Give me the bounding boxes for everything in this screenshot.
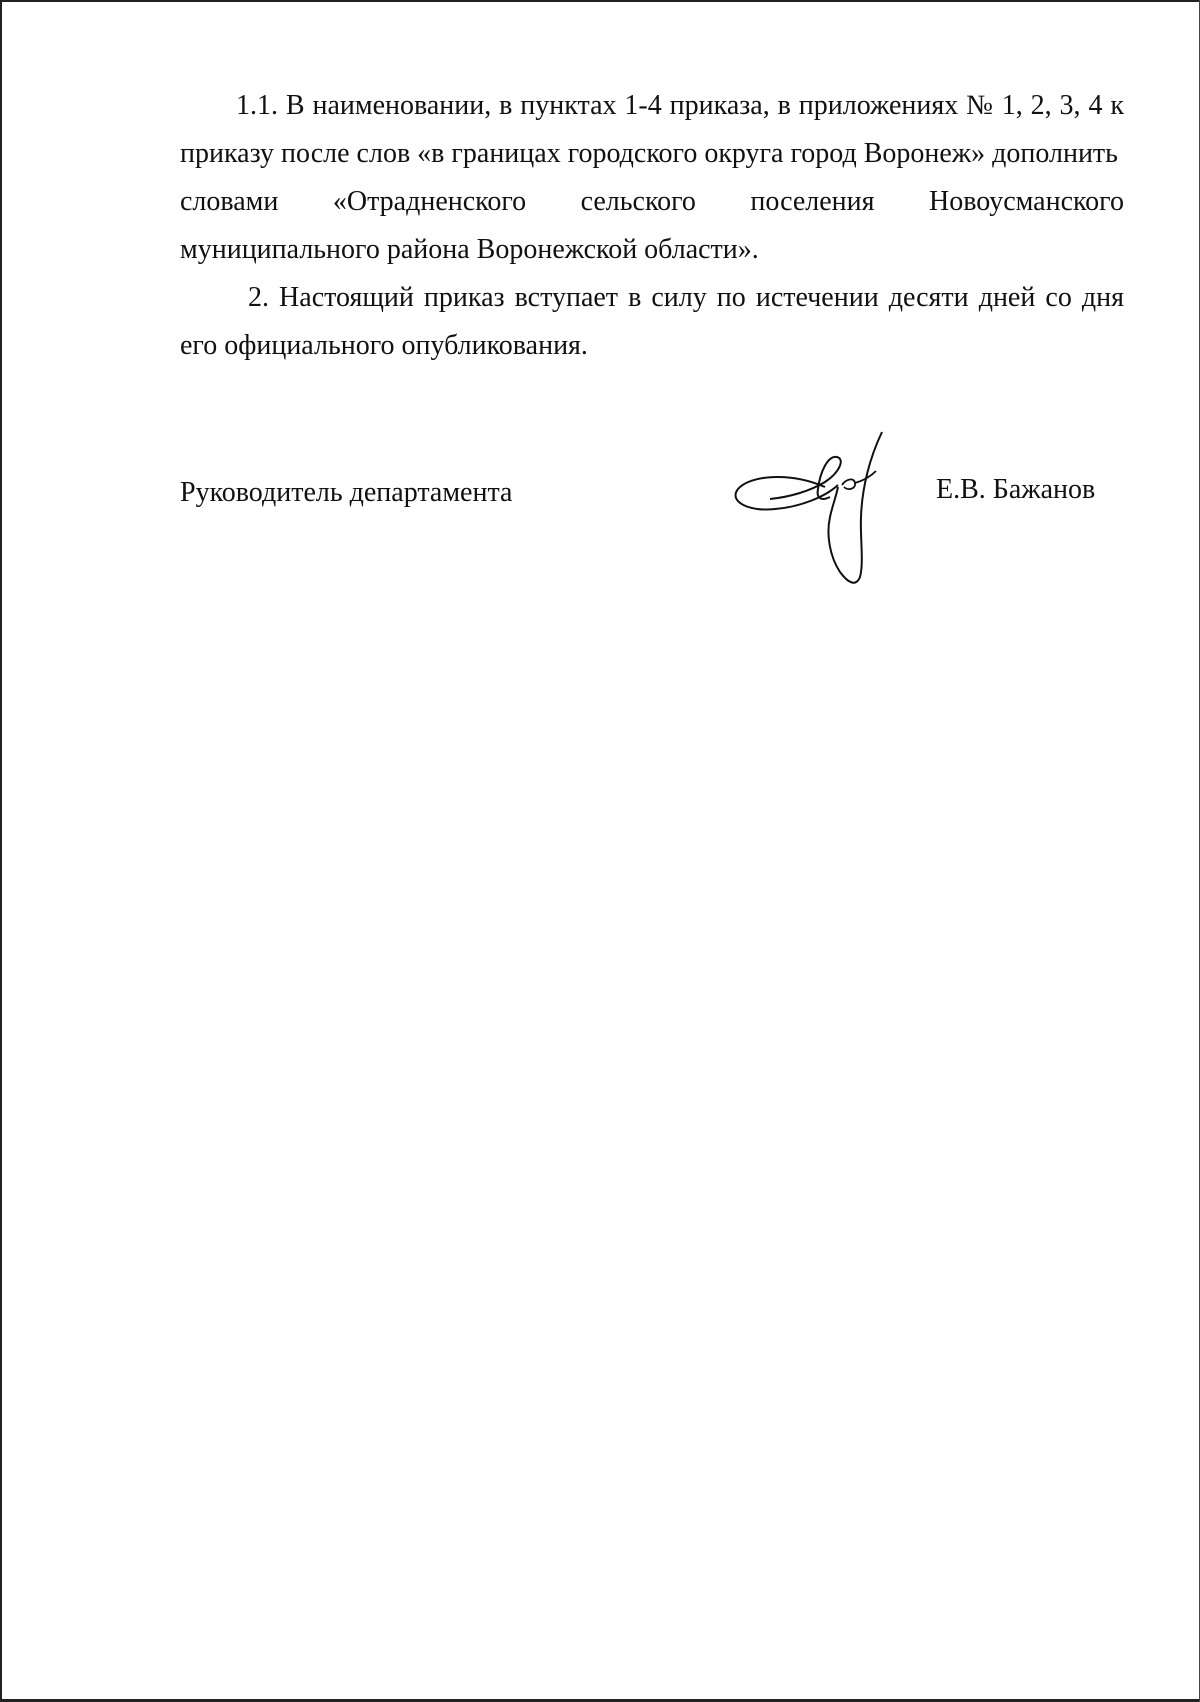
- word: поселения: [750, 186, 875, 217]
- word: словами: [180, 186, 279, 217]
- paragraph-1-1-text: 1.1. В наименовании, в пунктах 1-4 приказа, в приложениях № 1, 2, 3, 4 к приказу после слов «в границах городского округа город Воронеж» дополнить: [180, 90, 1124, 169]
- paragraph-1-1-last-line: [180, 226, 1124, 274]
- document-body: [180, 82, 1124, 370]
- paragraph-2: [180, 274, 1124, 370]
- scan-edge-left: [0, 0, 2, 1702]
- paragraph-1-1: [180, 82, 1124, 178]
- signature-block: [180, 470, 1130, 600]
- paragraph-1-1-ending: муниципального района Воронежской области».: [180, 234, 759, 265]
- word: Новоусманского: [929, 186, 1124, 217]
- signer-name: Е.В. Бажанов: [936, 474, 1096, 505]
- paragraph-2-text: 2. Настоящий приказ вступает в силу по истечении десяти дней со дня его официального опубликования.: [180, 282, 1124, 361]
- handwritten-signature: [730, 427, 930, 597]
- scan-edge-top: [0, 0, 1200, 2]
- signer-position: Руководитель департамента: [180, 477, 513, 508]
- word: «Отрадненского: [332, 186, 527, 217]
- paragraph-1-1-justified-line: [180, 178, 1124, 226]
- word: сельского: [580, 186, 696, 217]
